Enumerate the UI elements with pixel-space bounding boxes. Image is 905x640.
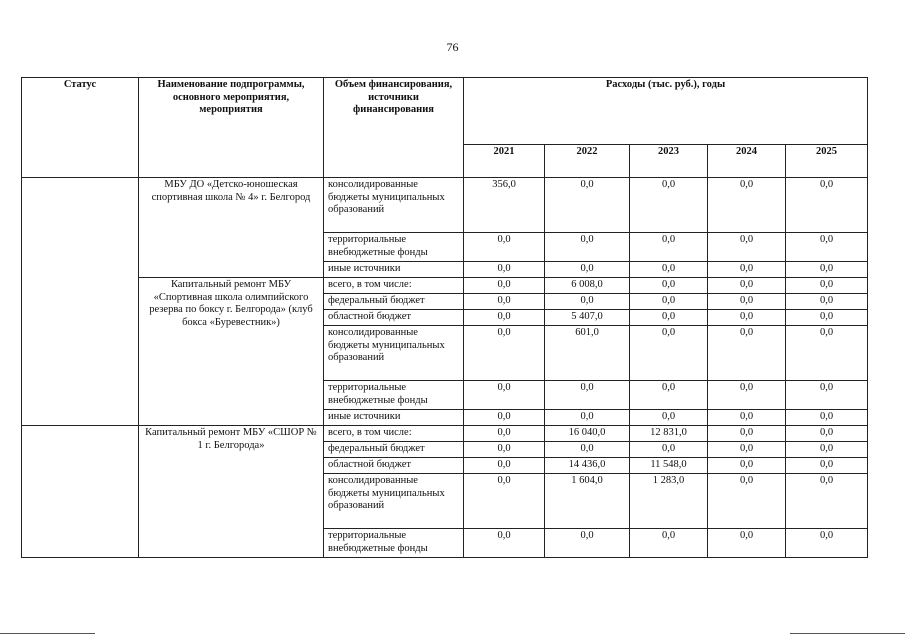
value-cell: 0,0 — [786, 529, 868, 558]
value-cell: 0,0 — [630, 381, 708, 410]
value-cell: 0,0 — [630, 278, 708, 294]
source-cell: областной бюджет — [324, 458, 464, 474]
header-expenses: Расходы (тыс. руб.), годы — [464, 78, 868, 145]
value-cell: 11 548,0 — [630, 458, 708, 474]
header-year: 2021 — [464, 145, 545, 178]
measure-name: Капитальный ремонт МБУ «СШОР № 1 г. Белгорода» — [139, 426, 324, 558]
value-cell: 0,0 — [630, 294, 708, 310]
scan-edge-line — [790, 633, 905, 634]
value-cell: 0,0 — [464, 233, 545, 262]
value-cell: 0,0 — [545, 381, 630, 410]
value-cell: 0,0 — [464, 278, 545, 294]
value-cell: 0,0 — [630, 178, 708, 233]
value-cell: 0,0 — [545, 442, 630, 458]
value-cell: 0,0 — [630, 442, 708, 458]
value-cell: 0,0 — [786, 178, 868, 233]
source-cell: консолидированные бюджеты муниципальных образований — [324, 326, 464, 381]
header-volume: Объем финансирования, источники финансирования — [324, 78, 464, 178]
value-cell: 16 040,0 — [545, 426, 630, 442]
measure-name: Капитальный ремонт МБУ «Спортивная школа олимпийского резерва по боксу г. Белгорода» (клуб бокса «Буревестник») — [139, 278, 324, 426]
header-status: Статус — [22, 78, 139, 178]
value-cell: 0,0 — [630, 310, 708, 326]
status-cell — [22, 426, 139, 558]
value-cell: 0,0 — [708, 178, 786, 233]
value-cell: 0,0 — [545, 529, 630, 558]
source-cell: федеральный бюджет — [324, 442, 464, 458]
value-cell: 0,0 — [630, 326, 708, 381]
value-cell: 0,0 — [464, 458, 545, 474]
value-cell: 0,0 — [786, 326, 868, 381]
value-cell: 0,0 — [708, 442, 786, 458]
value-cell: 0,0 — [708, 458, 786, 474]
status-cell — [22, 178, 139, 426]
value-cell: 601,0 — [545, 326, 630, 381]
value-cell: 14 436,0 — [545, 458, 630, 474]
value-cell: 0,0 — [464, 474, 545, 529]
value-cell: 0,0 — [708, 474, 786, 529]
value-cell: 0,0 — [786, 233, 868, 262]
value-cell: 0,0 — [630, 529, 708, 558]
value-cell: 0,0 — [786, 381, 868, 410]
value-cell: 0,0 — [786, 474, 868, 529]
header-name: Наименование подпрограммы, основного мероприятия, мероприятия — [139, 78, 324, 178]
header-row — [22, 78, 868, 145]
value-cell: 0,0 — [708, 529, 786, 558]
source-cell: консолидированные бюджеты муниципальных образований — [324, 474, 464, 529]
value-cell: 0,0 — [708, 410, 786, 426]
value-cell: 0,0 — [786, 278, 868, 294]
table-row — [22, 426, 868, 442]
value-cell: 0,0 — [708, 294, 786, 310]
value-cell: 0,0 — [545, 410, 630, 426]
value-cell: 0,0 — [708, 233, 786, 262]
source-cell: территориальные внебюджетные фонды — [324, 529, 464, 558]
source-cell: территориальные внебюджетные фонды — [324, 233, 464, 262]
source-cell: федеральный бюджет — [324, 294, 464, 310]
value-cell: 0,0 — [708, 310, 786, 326]
value-cell: 0,0 — [464, 294, 545, 310]
value-cell: 0,0 — [464, 426, 545, 442]
value-cell: 0,0 — [786, 426, 868, 442]
value-cell: 0,0 — [464, 410, 545, 426]
financing-table — [21, 77, 868, 558]
header-year: 2024 — [708, 145, 786, 178]
value-cell: 0,0 — [545, 262, 630, 278]
value-cell: 0,0 — [464, 529, 545, 558]
value-cell: 0,0 — [786, 262, 868, 278]
value-cell: 0,0 — [786, 458, 868, 474]
value-cell: 0,0 — [708, 326, 786, 381]
value-cell: 0,0 — [630, 233, 708, 262]
value-cell: 0,0 — [786, 310, 868, 326]
value-cell: 5 407,0 — [545, 310, 630, 326]
value-cell: 1 604,0 — [545, 474, 630, 529]
value-cell: 0,0 — [786, 442, 868, 458]
value-cell: 0,0 — [630, 410, 708, 426]
header-year: 2023 — [630, 145, 708, 178]
value-cell: 0,0 — [464, 262, 545, 278]
value-cell: 0,0 — [708, 426, 786, 442]
table-row — [22, 178, 868, 233]
value-cell: 1 283,0 — [630, 474, 708, 529]
source-cell: иные источники — [324, 410, 464, 426]
value-cell: 0,0 — [786, 410, 868, 426]
source-cell: консолидированные бюджеты муниципальных образований — [324, 178, 464, 233]
value-cell: 0,0 — [464, 442, 545, 458]
source-cell: всего, в том числе: — [324, 426, 464, 442]
header-year: 2025 — [786, 145, 868, 178]
source-cell: областной бюджет — [324, 310, 464, 326]
source-cell: территориальные внебюджетные фонды — [324, 381, 464, 410]
value-cell: 0,0 — [464, 310, 545, 326]
value-cell: 0,0 — [708, 262, 786, 278]
value-cell: 0,0 — [708, 278, 786, 294]
value-cell: 0,0 — [464, 381, 545, 410]
value-cell: 0,0 — [545, 178, 630, 233]
value-cell: 0,0 — [464, 326, 545, 381]
value-cell: 0,0 — [786, 294, 868, 310]
source-cell: всего, в том числе: — [324, 278, 464, 294]
value-cell: 6 008,0 — [545, 278, 630, 294]
page-number: 76 — [446, 40, 459, 54]
value-cell: 0,0 — [708, 381, 786, 410]
value-cell: 12 831,0 — [630, 426, 708, 442]
scan-edge-line — [0, 633, 95, 634]
value-cell: 0,0 — [630, 262, 708, 278]
header-year: 2022 — [545, 145, 630, 178]
value-cell: 0,0 — [545, 294, 630, 310]
measure-name: МБУ ДО «Детско-юношеская спортивная школа № 4» г. Белгород — [139, 178, 324, 278]
value-cell: 0,0 — [545, 233, 630, 262]
table-row — [22, 278, 868, 294]
value-cell: 356,0 — [464, 178, 545, 233]
source-cell: иные источники — [324, 262, 464, 278]
